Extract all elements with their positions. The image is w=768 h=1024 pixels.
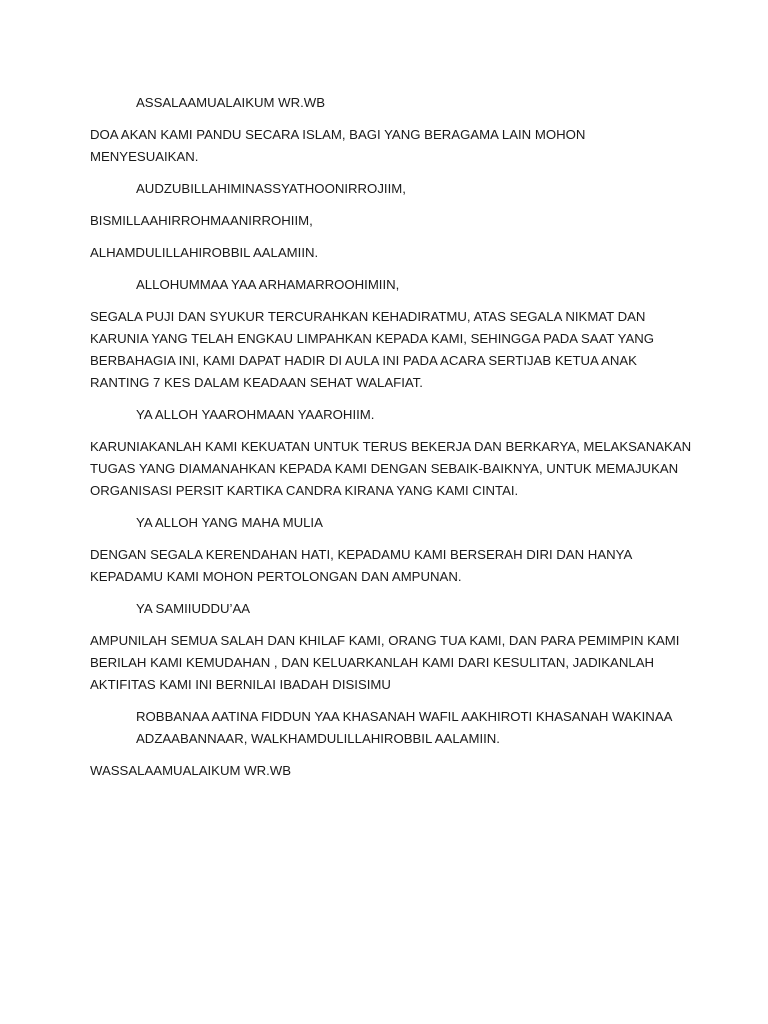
text-line: ALLOHUMMAA YAA ARHAMARROOHIMIIN, — [136, 277, 400, 292]
text-line: KARUNIA YANG TELAH ENGKAU LIMPAHKAN KEPADA KAMI, SEHINGGA PADA SAAT YANG — [90, 331, 655, 346]
paragraph — [90, 210, 690, 232]
paragraph — [90, 630, 690, 696]
text-line: DOA AKAN KAMI PANDU SECARA ISLAM, BAGI YANG BERAGAMA LAIN MOHON — [90, 127, 586, 142]
text-line: RANTING 7 KES DALAM KEADAAN SEHAT WALAFIAT. — [90, 375, 423, 390]
text-line: MENYESUAIKAN. — [90, 149, 199, 164]
paragraph — [90, 544, 690, 588]
paragraph — [90, 706, 690, 750]
text-line: TUGAS YANG DIAMANAHKAN KEPADA KAMI DENGAN SEBAIK-BAIKNYA, UNTUK MEMAJUKAN — [90, 461, 679, 476]
text-line: ORGANISASI PERSIT KARTIKA CANDRA KIRANA YANG KAMI CINTAI. — [90, 483, 519, 498]
text-line: BERBAHAGIA INI, KAMI DAPAT HADIR DI AULA INI PADA ACARA SERTIJAB KETUA ANAK — [90, 353, 637, 368]
text-line: ROBBANAA AATINA FIDDUN YAA KHASANAH WAFIL AAKHIROTI KHASANAH WAKINAA — [136, 709, 673, 724]
text-line: AMPUNILAH SEMUA SALAH DAN KHILAF KAMI, ORANG TUA KAMI, DAN PARA PEMIMPIN KAMI — [90, 633, 680, 648]
paragraph — [90, 404, 690, 426]
paragraph — [90, 242, 690, 264]
text-line: KARUNIAKANLAH KAMI KEKUATAN UNTUK TERUS BEKERJA DAN BERKARYA, MELAKSANAKAN — [90, 439, 692, 454]
text-line: KEPADAMU KAMI MOHON PERTOLONGAN DAN AMPUNAN. — [90, 569, 462, 584]
paragraph — [90, 306, 690, 394]
text-line: YA SAMIIUDDU’AA — [136, 601, 251, 616]
paragraph — [90, 436, 690, 502]
text-line: BISMILLAAHIRROHMAANIRROHIIM, — [90, 213, 313, 228]
text-line: WASSALAAMUALAIKUM WR.WB — [90, 763, 292, 778]
document-body — [90, 92, 690, 792]
paragraph — [90, 274, 690, 296]
paragraph — [90, 512, 690, 534]
text-line: SEGALA PUJI DAN SYUKUR TERCURAHKAN KEHADIRATMU, ATAS SEGALA NIKMAT DAN — [90, 309, 646, 324]
text-line: ALHAMDULILLAHIROBBIL AALAMIIN. — [90, 245, 319, 260]
paragraph — [90, 124, 690, 168]
paragraph — [90, 760, 690, 782]
text-line: ASSALAAMUALAIKUM WR.WB — [136, 95, 326, 110]
text-line: AUDZUBILLAHIMINASSYATHOONIRROJIIM, — [136, 181, 406, 196]
text-line: AKTIFITAS KAMI INI BERNILAI IBADAH DISISIMU — [90, 677, 391, 692]
text-line: DENGAN SEGALA KERENDAHAN HATI, KEPADAMU KAMI BERSERAH DIRI DAN HANYA — [90, 547, 633, 562]
paragraph — [90, 598, 690, 620]
paragraph — [90, 92, 690, 114]
text-line: BERILAH KAMI KEMUDAHAN , DAN KELUARKANLAH KAMI DARI KESULITAN, JADIKANLAH — [90, 655, 655, 670]
text-line: ADZAABANNAAR, WALKHAMDULILLAHIROBBIL AALAMIIN. — [136, 731, 500, 746]
paragraph — [90, 178, 690, 200]
text-line: YA ALLOH YAAROHMAAN YAAROHIIM. — [136, 407, 375, 422]
text-line: YA ALLOH YANG MAHA MULIA — [136, 515, 323, 530]
